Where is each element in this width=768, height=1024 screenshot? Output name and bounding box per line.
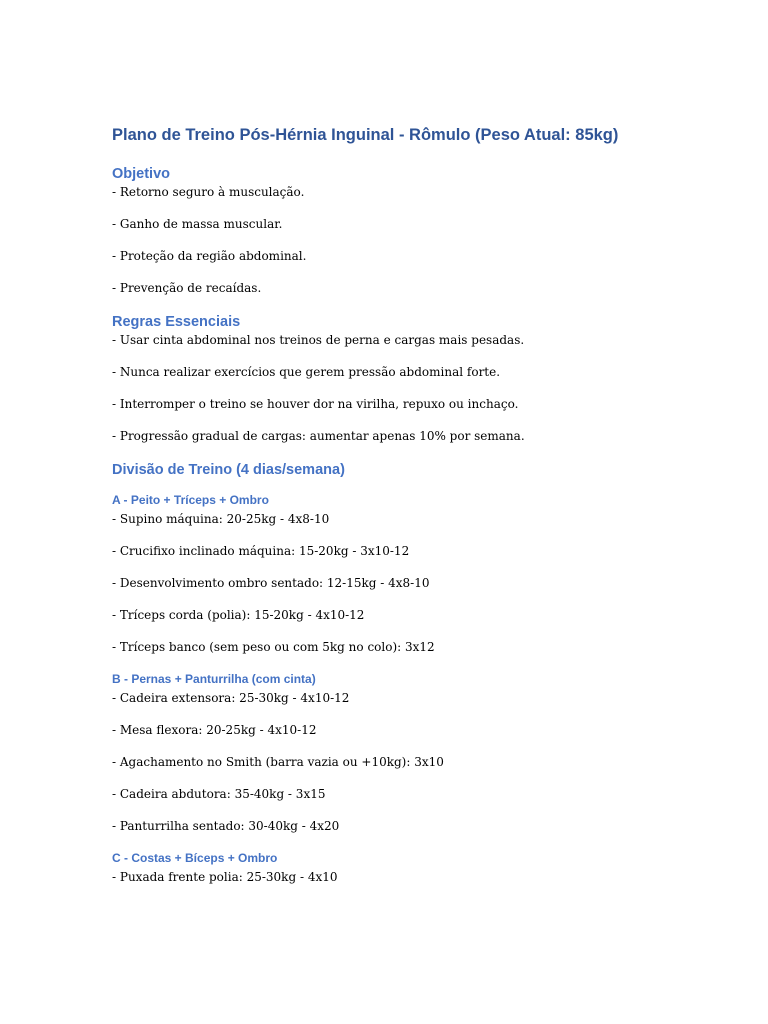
section-regras-essenciais bbox=[112, 312, 732, 444]
heading-regras-essenciais: Regras Essenciais bbox=[112, 314, 241, 330]
exercise-item: - Panturrilha sentado: 30-40kg - 4x20 bbox=[112, 819, 340, 833]
heading-treino-a: A - Peito + Tríceps + Ombro bbox=[112, 493, 269, 507]
exercise-item: - Cadeira extensora: 25-30kg - 4x10-12 bbox=[112, 691, 350, 705]
regras-item: - Usar cinta abdominal nos treinos de perna e cargas mais pesadas. bbox=[112, 333, 525, 347]
exercise-item: - Cadeira abdutora: 35-40kg - 3x15 bbox=[112, 787, 326, 801]
treino-a-group bbox=[112, 492, 732, 655]
objetivo-item: - Proteção da região abdominal. bbox=[112, 249, 307, 263]
objetivo-item: - Ganho de massa muscular. bbox=[112, 217, 283, 231]
objetivo-item: - Retorno seguro à musculação. bbox=[112, 185, 305, 199]
objetivo-item: - Prevenção de recaídas. bbox=[112, 281, 262, 295]
exercise-item: - Desenvolvimento ombro sentado: 12-15kg - 4x8-10 bbox=[112, 576, 430, 590]
regras-item: - Nunca realizar exercícios que gerem pressão abdominal forte. bbox=[112, 365, 501, 379]
regras-item: - Interromper o treino se houver dor na virilha, repuxo ou inchaço. bbox=[112, 397, 519, 411]
section-divisao-treino bbox=[112, 460, 732, 885]
exercise-item: - Puxada frente polia: 25-30kg - 4x10 bbox=[112, 870, 338, 884]
document-page bbox=[112, 123, 732, 885]
regras-item: - Progressão gradual de cargas: aumentar apenas 10% por semana. bbox=[112, 429, 525, 443]
exercise-item: - Agachamento no Smith (barra vazia ou +10kg): 3x10 bbox=[112, 755, 444, 769]
section-objetivo bbox=[112, 164, 732, 296]
exercise-item: - Supino máquina: 20-25kg - 4x8-10 bbox=[112, 512, 330, 526]
treino-c-group bbox=[112, 850, 732, 885]
heading-divisao-treino: Divisão de Treino (4 dias/semana) bbox=[112, 462, 345, 478]
heading-treino-c: C - Costas + Bíceps + Ombro bbox=[112, 851, 278, 865]
treino-b-group bbox=[112, 671, 732, 834]
exercise-item: - Mesa flexora: 20-25kg - 4x10-12 bbox=[112, 723, 317, 737]
exercise-item: - Tríceps banco (sem peso ou com 5kg no colo): 3x12 bbox=[112, 640, 435, 654]
document-title: Plano de Treino Pós-Hérnia Inguinal - Rômulo (Peso Atual: 85kg) bbox=[112, 126, 619, 144]
exercise-item: - Tríceps corda (polia): 15-20kg - 4x10-12 bbox=[112, 608, 365, 622]
heading-treino-b: B - Pernas + Panturrilha (com cinta) bbox=[112, 672, 316, 686]
heading-objetivo: Objetivo bbox=[112, 166, 171, 182]
exercise-item: - Crucifixo inclinado máquina: 15-20kg - 3x10-12 bbox=[112, 544, 410, 558]
